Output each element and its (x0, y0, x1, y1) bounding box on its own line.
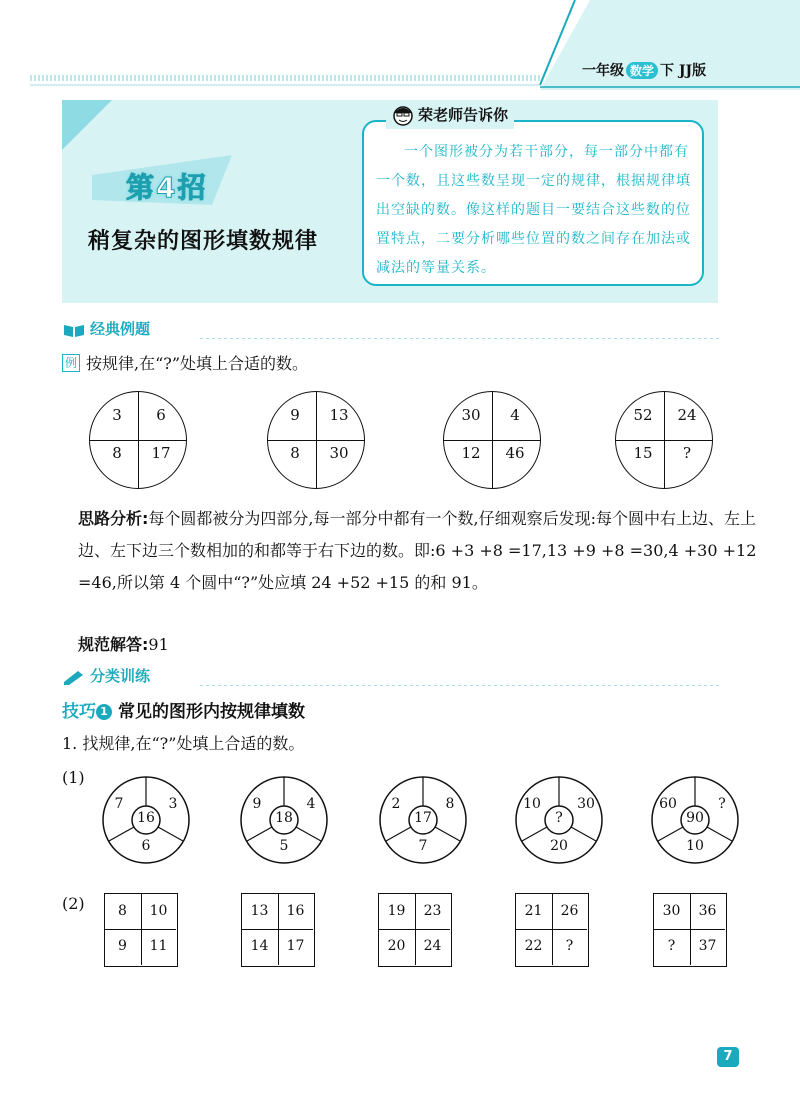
question-1: 1. 找规律,在“?”处填上合适的数。 (62, 734, 305, 753)
teacher-tip-box (362, 120, 704, 286)
edition-text: 下 JJ版 (660, 63, 707, 79)
skill-number: 1 (96, 704, 112, 720)
cell: 52 (633, 406, 653, 424)
cell: 30 (329, 444, 349, 462)
square-grid-4 (515, 893, 589, 967)
cell: 17 (151, 444, 171, 462)
grid-cell: 13 (250, 903, 269, 919)
page-number: 7 (717, 1047, 739, 1067)
header-grade-label (582, 60, 706, 80)
sector-left: 10 (523, 796, 541, 812)
sector-center: 90 (686, 810, 704, 826)
cell: 30 (461, 406, 481, 424)
sector-circle-4 (514, 775, 604, 865)
cell: 9 (290, 406, 300, 424)
sector-bottom: 6 (141, 838, 151, 854)
grid-cell: 20 (387, 938, 406, 954)
cell: 46 (505, 444, 525, 462)
section-heading-text: 分类训练 (90, 667, 151, 685)
cell: 12 (461, 444, 481, 462)
sector-right: 4 (306, 796, 316, 812)
method-title: 第4招 (126, 171, 208, 204)
grid-cell: 19 (387, 903, 406, 919)
cell: 24 (677, 406, 697, 424)
sector-circle-5 (650, 775, 740, 865)
sector-bottom: 10 (686, 838, 704, 854)
sector-left: 9 (252, 796, 262, 812)
skill-title-text: 常见的图形内按规律填数 (118, 702, 305, 722)
square-grid-1 (104, 893, 178, 967)
divider (200, 685, 720, 686)
sector-left: 2 (391, 796, 401, 812)
cell: 15 (633, 444, 653, 462)
cell: 3 (112, 406, 122, 424)
analysis-text: 每个圆都被分为四部分,每一部分中都有一个数,仔细观察后发现:每个圆中右上边、左上边、左下边三个数相加的和都等于右下边的数。即:6 +3 +8 =17,13 +9 +8 =30,4 +30 +12 =46,所以第 4 个圆中“?”处应填 24 +52 +15 的和 91。 (78, 509, 757, 592)
teacher-tip-text: 一个图形被分为若干部分，每一部分中都有一个数，且这些数呈现一定的规律，根据规律填出空缺的数。像这样的题目一要结合这些数的位置特点，二要分析哪些位置的数之间存在加法或减法的等量关系。 (376, 144, 691, 276)
sector-right: 3 (168, 796, 178, 812)
pencil-icon (62, 669, 86, 685)
tip-heading-text: 荣老师告诉你 (418, 106, 509, 124)
cell: ? (682, 444, 692, 462)
teacher-avatar-icon (392, 105, 414, 127)
grid-cell: 24 (423, 938, 442, 954)
grid-cell: 17 (286, 938, 305, 954)
sector-right: 30 (577, 796, 595, 812)
skill-title (62, 697, 305, 722)
example-tag: 例 (62, 354, 80, 372)
subject-badge: 数学 (626, 62, 658, 79)
grid-cell: 10 (149, 903, 168, 919)
sector-bottom: 20 (550, 838, 568, 854)
grid-cell: 36 (698, 903, 717, 919)
section-heading-example (62, 318, 150, 339)
sector-right: ? (718, 796, 726, 812)
grid-cell: 22 (524, 938, 543, 954)
sector-bottom: 7 (418, 838, 428, 854)
grid-cell: 16 (286, 903, 305, 919)
sector-left: 60 (659, 796, 677, 812)
quad-circle-3 (443, 391, 541, 489)
grade-text: 一年级 (582, 63, 624, 79)
example-question (62, 348, 308, 380)
cell: 8 (112, 444, 122, 462)
sector-right: 8 (445, 796, 455, 812)
cell: 13 (329, 406, 349, 424)
section-heading-training (62, 665, 150, 686)
part-2-label: (2) (62, 894, 85, 913)
sector-center: 17 (414, 810, 432, 826)
quad-circle-1 (89, 391, 187, 489)
grid-cell: 8 (118, 903, 127, 919)
square-grid-2 (241, 893, 315, 967)
grid-cell: 37 (698, 938, 717, 954)
answer-line (78, 629, 169, 661)
sector-circle-2 (239, 775, 329, 865)
quad-circle-2 (267, 391, 365, 489)
answer-value: 91 (148, 635, 169, 654)
open-book-icon (62, 322, 86, 338)
cell: 4 (510, 406, 520, 424)
cell: 8 (290, 444, 300, 462)
sector-left: 7 (114, 796, 124, 812)
sector-center: ? (555, 810, 563, 826)
example-question-text: 按规律,在“?”处填上合适的数。 (86, 354, 309, 373)
sector-center: 18 (275, 810, 293, 826)
grid-cell: 23 (423, 903, 442, 919)
sector-center: 16 (137, 810, 155, 826)
quad-circle-4 (615, 391, 713, 489)
sector-circle-1 (101, 775, 191, 865)
grid-cell: 21 (524, 903, 543, 919)
grid-cell: 26 (560, 903, 579, 919)
method-subtitle: 稍复杂的图形填数规律 (88, 229, 319, 254)
analysis-label: 思路分析: (78, 509, 149, 528)
sector-bottom: 5 (279, 838, 289, 854)
analysis-paragraph (78, 503, 758, 599)
grid-cell: 14 (250, 938, 269, 954)
grid-cell: 11 (149, 938, 168, 954)
sector-circle-3 (378, 775, 468, 865)
part-1-label: (1) (62, 768, 85, 787)
grid-cell: ? (667, 938, 676, 954)
square-grid-5 (653, 893, 727, 967)
divider (200, 338, 720, 339)
teacher-tip-heading (386, 102, 514, 129)
section-heading-text: 经典例题 (90, 320, 151, 338)
grid-cell: 9 (118, 938, 127, 954)
grid-cell: ? (565, 938, 574, 954)
cell: 6 (156, 406, 166, 424)
answer-label: 规范解答: (78, 635, 149, 654)
square-grid-3 (378, 893, 452, 967)
skill-label: 技巧 (62, 702, 96, 722)
grid-cell: 30 (662, 903, 681, 919)
